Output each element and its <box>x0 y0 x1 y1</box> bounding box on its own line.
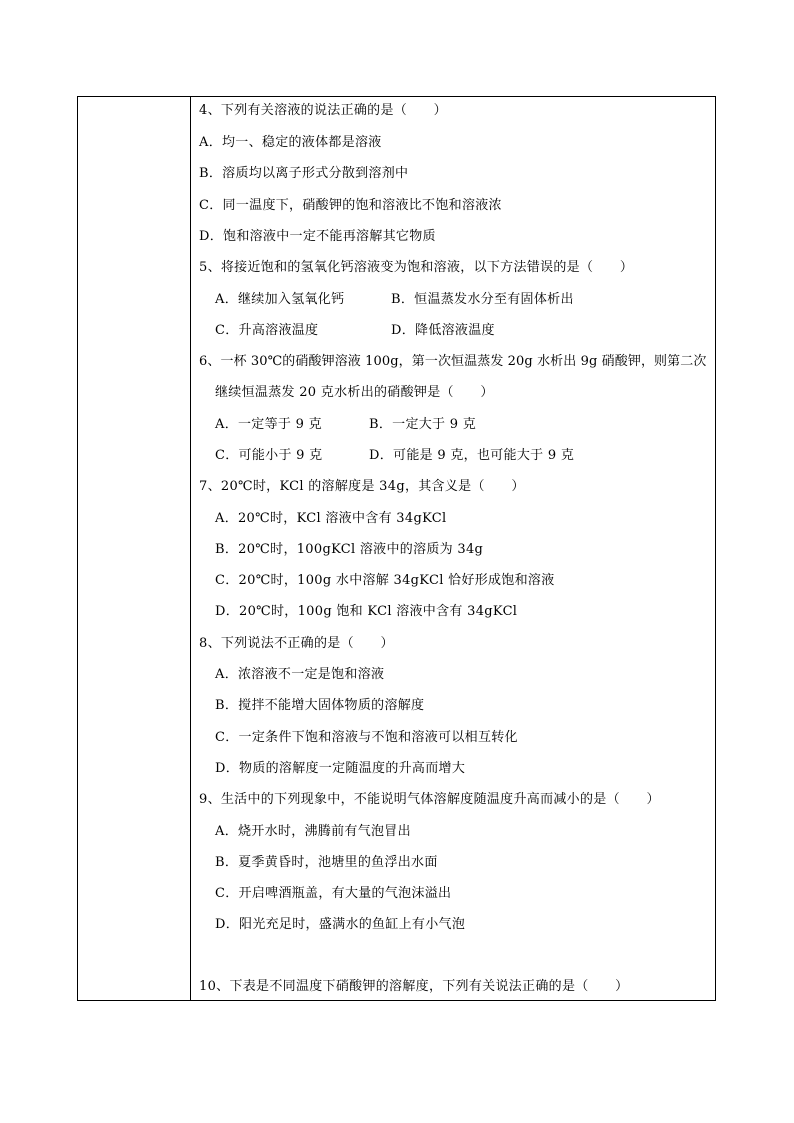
q9-option-d: D．阳光充足时，盛满水的鱼缸上有小气泡 <box>215 917 466 932</box>
q9-stem: 9、生活中的下列现象中，不能说明气体溶解度随温度升高而减小的是（ ） <box>199 792 660 807</box>
q6-option-a: A．一定等于 9 克 <box>215 417 322 432</box>
q5-option-d: D．降低溶液温度 <box>391 323 495 338</box>
q6-option-b: B．一定大于 9 克 <box>369 417 477 432</box>
q8-option-b: B．搅拌不能增大固体物质的溶解度 <box>215 698 425 713</box>
q9-option-c: C．开启啤酒瓶盖，有大量的气泡沫溢出 <box>215 886 452 901</box>
questions-cell <box>191 97 715 1000</box>
q6-stem-line2: 继续恒温蒸发 20 克水析出的硝酸钾是（ ） <box>215 385 494 400</box>
q5-option-c: C．升高溶液温度 <box>215 323 319 338</box>
q7-option-c: C．20℃时，100g 水中溶解 34gKCl 恰好形成饱和溶液 <box>215 573 555 588</box>
q6-option-d: D．可能是 9 克，也可能大于 9 克 <box>369 448 575 463</box>
q7-option-b: B．20℃时，100gKCl 溶液中的溶质为 34g <box>215 542 484 557</box>
q8-option-d: D．物质的溶解度一定随温度的升高而增大 <box>215 761 466 776</box>
question-table <box>77 96 716 1001</box>
q5-option-b: B．恒温蒸发水分至有固体析出 <box>391 292 574 307</box>
q4-option-c: C．同一温度下，硝酸钾的饱和溶液比不饱和溶液浓 <box>199 198 502 213</box>
q10-stem: 10、下表是不同温度下硝酸钾的溶解度，下列有关说法正确的是（ ） <box>199 979 629 994</box>
q7-option-d: D．20℃时，100g 饱和 KCl 溶液中含有 34gKCl <box>215 604 518 619</box>
q5-option-a: A．继续加入氢氧化钙 <box>215 292 345 307</box>
q9-option-a: A．烧开水时，沸腾前有气泡冒出 <box>215 824 411 839</box>
q5-stem: 5、将接近饱和的氢氧化钙溶液变为饱和溶液，以下方法错误的是（ ） <box>199 260 634 275</box>
q7-option-a: A．20℃时，KCl 溶液中含有 34gKCl <box>215 511 447 526</box>
q8-stem: 8、下列说法不正确的是（ ） <box>199 636 394 651</box>
q8-option-a: A．浓溶液不一定是饱和溶液 <box>215 667 385 682</box>
q6-stem-line1: 6、一杯 30℃的硝酸钾溶液 100g，第一次恒温蒸发 20g 水析出 9g 硝酸钾，则第二次 <box>199 354 707 369</box>
q4-option-b: B．溶质均以离子形式分散到溶剂中 <box>199 166 409 181</box>
q7-stem: 7、20℃时，KCl 的溶解度是 34g，其含义是（ ） <box>199 479 525 494</box>
q6-option-c: C．可能小于 9 克 <box>215 448 323 463</box>
q4-option-d: D．饱和溶液中一定不能再溶解其它物质 <box>199 229 436 244</box>
q8-option-c: C．一定条件下饱和溶液与不饱和溶液可以相互转化 <box>215 730 518 745</box>
q4-stem: 4、下列有关溶液的说法正确的是（ ） <box>199 103 447 118</box>
q4-option-a: A．均一、稳定的液体都是溶液 <box>199 135 382 150</box>
left-empty-cell <box>78 97 191 1000</box>
q9-option-b: B．夏季黄昏时，池塘里的鱼浮出水面 <box>215 855 438 870</box>
